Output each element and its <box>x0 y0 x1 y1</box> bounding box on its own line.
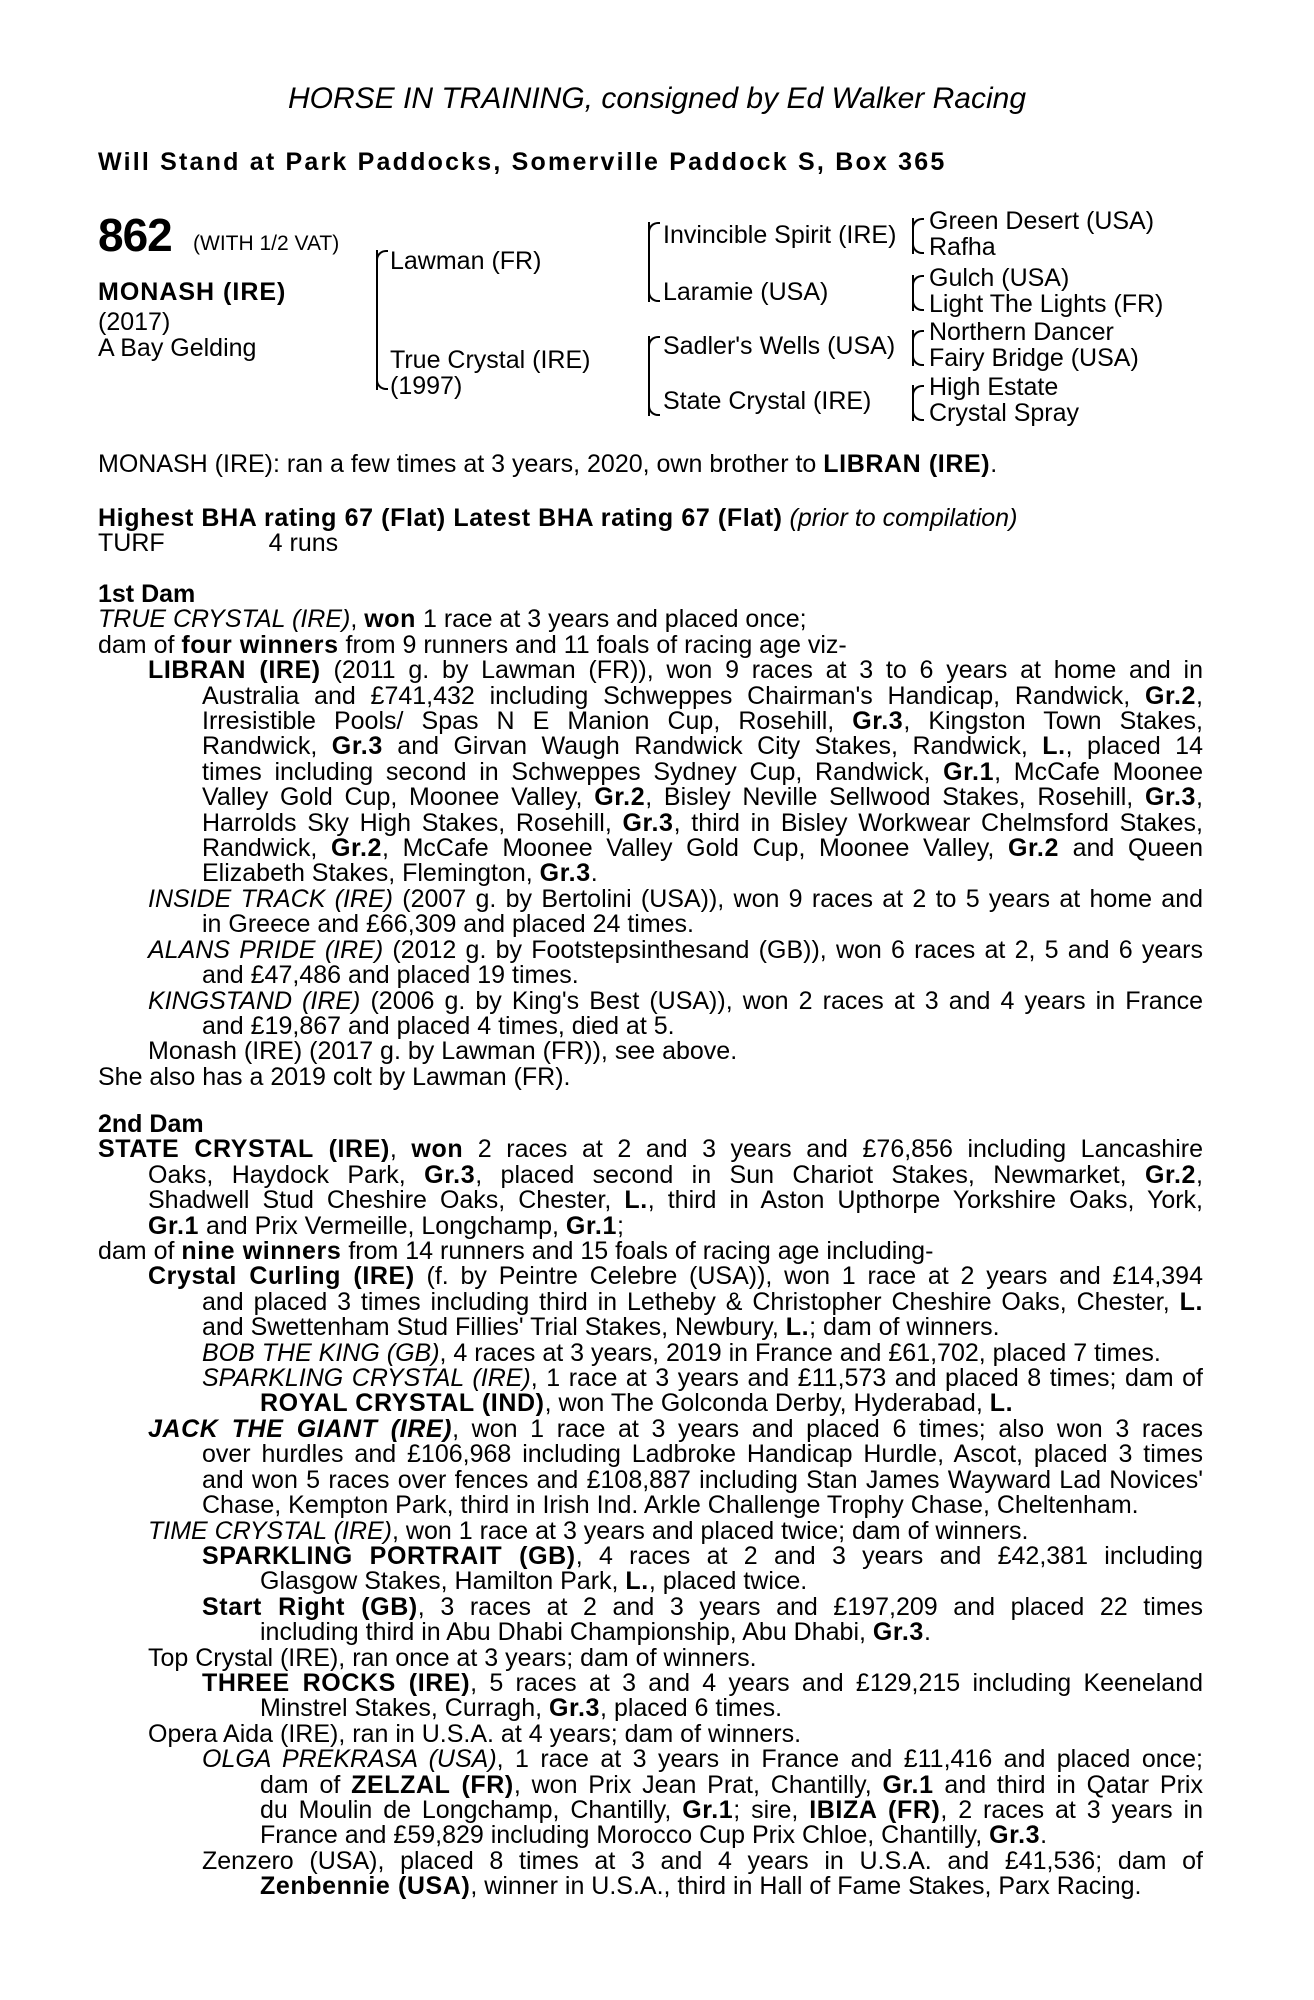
pedigree-brace-g4 <box>912 385 914 421</box>
progeny-opera-aida: Opera Aida (IRE), ran in U.S.A. at 4 years; dam of winners. <box>148 1719 802 1748</box>
pedigree-brace-sire <box>648 222 650 302</box>
summary-line: MONASH (IRE): ran a few times at 3 years, 2020, own brother to LIBRAN (IRE). <box>98 450 998 478</box>
progeny-sparkling-portrait: SPARKLING PORTRAIT (GB), 4 races at 2 and 3 years and £42,381 including <box>202 1541 1203 1570</box>
vat-note: (WITH 1/2 VAT) <box>193 232 340 255</box>
pedigree-brace-g3 <box>912 330 914 366</box>
brother-name: LIBRAN (IRE) <box>823 450 991 478</box>
lot-number: 862 <box>98 209 172 261</box>
pedigree-sire: Lawman (FR) <box>390 247 542 275</box>
surface: TURF <box>98 529 165 558</box>
pedigree-dam-dam: State Crystal (IRE) <box>663 387 872 415</box>
pedigree-g3: Gulch (USA) <box>929 264 1070 292</box>
first-dam-name: TRUE CRYSTAL (IRE) <box>98 605 351 634</box>
progeny-crystal-curling: Crystal Curling (IRE) (f. by Peintre Celebre (USA)), won 1 race at 2 years and £14,394 <box>148 1262 1203 1291</box>
pedigree-g4: Light The Lights (FR) <box>929 290 1164 318</box>
progeny-monash: Monash (IRE) (2017 g. by Lawman (FR)), see above. <box>148 1037 738 1066</box>
first-dam-section: 1st Dam TRUE CRYSTAL (IRE), won 1 race at 3 years and placed once; dam of four winners from 9 runners and 11 foals of racing age viz- LIBRAN (IRE) (2011 g. by Lawman (FR)), won 9 races at 3 to 6 years at home and in Australia and £741,432 including Schweppes Chairman's Handicap, Randwick, Gr.2, Irresistible Pools/ Spas N E Manion Cup, Rosehill, Gr.3, Kingston Town Stakes, Randwick, Gr.3 and Girvan Waugh Randwick City Stakes, Randwick, L., placed 14 times including second in Schweppes Sydney Cup, Randwick, Gr.1, McCafe Moonee Valley Gold Cup, Moonee Valley, Gr.2, Bisley Neville Sellwood Stakes, Rosehill, Gr.3, Harrolds Sky High Stakes, Rosehill, Gr.3, third in Bisley Workwear Chelmsford Stakes, Randwick, Gr.2, McCafe Moonee Valley Gold Cup, Moonee Valley, Gr.2 and Queen Elizabeth Stakes, Flemington, Gr.3. INSIDE TRACK (IRE) (2007 g. by Bertolini (USA)), won 9 races at 2 to 5 years at home and in Greece and £66,309 and placed 24 times. ALANS PRIDE (IRE) (2012 g. by Footstepsinthesand (GB)), won 6 races at 2, 5 and 6 years and £47,486 and placed 19 times. KINGSTAND (IRE) (2006 g. by King's Best (USA)), won 2 races at 3 and 4 years in France and £19,867 and placed 4 times, died at 5. Monash (IRE) (2017 g. by Lawman (FR)), see above. She also has a 2019 colt by Lawman (FR). <box>98 580 1204 1091</box>
progeny-inside-track: INSIDE TRACK (IRE) (2007 g. by Bertolini (USA)), won 9 races at 2 to 5 years at home and <box>148 884 1204 913</box>
progeny-kingstand: KINGSTAND (IRE) (2006 g. by King's Best (USA)), won 2 races at 3 and 4 years in France <box>148 986 1203 1015</box>
progeny-zenzero: Zenzero (USA), placed 8 times at 3 and 4 years in U.S.A. and £41,536; dam of <box>202 1846 1203 1875</box>
rating-note: (prior to compilation) <box>789 504 1018 532</box>
progeny-royal-crystal: ROYAL CRYSTAL (IND), won The Golconda Derby, Hyderabad, L. <box>260 1389 1014 1418</box>
first-dam-heading: 1st Dam <box>98 580 196 608</box>
horse-description: A Bay Gelding <box>98 334 257 362</box>
progeny-three-rocks: THREE ROCKS (IRE), 5 races at 3 and 4 years and £129,215 including Keeneland <box>202 1668 1204 1697</box>
pedigree-g7: High Estate <box>929 373 1059 401</box>
pedigree-g5: Northern Dancer <box>929 318 1114 346</box>
progeny-sparkling-crystal: SPARKLING CRYSTAL (IRE), 1 race at 3 years and £11,573 and placed 8 times; dam of <box>202 1364 1203 1393</box>
progeny-top-crystal: Top Crystal (IRE), ran once at 3 years; dam of winners. <box>148 1643 757 1672</box>
progeny-zenbennie: Zenbennie (USA), winner in U.S.A., third in Hall of Fame Stakes, Parx Racing. <box>260 1872 1142 1901</box>
pedigree-brace-dam <box>648 336 650 416</box>
pedigree-brace-g1 <box>912 218 914 254</box>
horse-name: MONASH (IRE) <box>98 278 287 306</box>
catalogue-header: HORSE IN TRAINING, consigned by Ed Walker Racing <box>287 82 1027 115</box>
horse-year: (2017) <box>98 308 171 336</box>
pedigree-brace-g2 <box>912 275 914 311</box>
progeny-time-crystal: TIME CRYSTAL (IRE), won 1 race at 3 years and placed twice; dam of winners. <box>148 1516 1029 1545</box>
second-dam-section: 2nd Dam STATE CRYSTAL (IRE), won 2 races at 2 and 3 years and £76,856 including Lancashire Oaks, Haydock Park, Gr.3, placed second in Sun Chariot Stakes, Newmarket, Gr.2, Shadwell Stud Cheshire Oaks, Chester, L., third in Aston Upthorpe Yorkshire Oaks, York, Gr.1 and Prix Vermeille, Longchamp, Gr.1; dam of nine winners from 14 runners and 15 foals of racing age including- Crystal Curling (IRE) (f. by Peintre Celebre (USA)), won 1 race at 2 years and £14,394 and placed 3 times including third in Letheby & Christopher Cheshire Oaks, Chester, L. and Swettenham Stud Fillies' Trial Stakes, Newbury, L.; dam of winners. BOB THE KING (GB), 4 races at 3 years, 2019 in France and £61,702, placed 7 times. SPARKLING CRYSTAL (IRE), 1 race at 3 years and £11,573 and placed 8 times; dam of ROYAL CRYSTAL (IND), won The Golconda Derby, Hyderabad, L. JACK THE GIANT (IRE), won 1 race at 3 years and placed 6 times; also won 3 races over hurdles and £106,968 including Ladbroke Handicap Hurdle, Ascot, placed 3 times and won 5 races over fences and £108,887 including Stan James Wayward Lad Novices' Chase, Kempton Park, third in Irish Ind. Arkle Challenge Trophy Chase, Cheltenham. TIME CRYSTAL (IRE), won 1 race at 3 years and placed twice; dam of winners. SPARKLING PORTRAIT (GB), 4 races at 2 and 3 years and £42,381 including Glasgow Stakes, Hamilton Park, L., placed twice. Start Right (GB), 3 races at 2 and 3 years and £197,209 and placed 22 times including third in Abu Dhabi Championship, Abu Dhabi, Gr.3. Top Crystal (IRE), ran once at 3 years; dam of winners. THREE ROCKS (IRE), 5 races at 3 and 4 years and £129,215 including Keeneland Minstrel Stakes, Curragh, Gr.3, placed 6 times. Opera Aida (IRE), ran in U.S.A. at 4 years; dam of winners. OLGA PREKRASA (USA), 1 race at 3 years in France and £11,416 and placed once; dam of ZELZAL (FR), won Prix Jean Prat, Chantilly, Gr.1 and third in Qatar Prix du Moulin de Longchamp, Chantilly, Gr.1; sire, IBIZA (FR), 2 races at 3 years in France and £59,829 including Morocco Cup Prix Chloe, Chantilly, Gr.3. Zenzero (USA), placed 8 times at 3 and 4 years in U.S.A. and £41,536; dam of Zenbennie (USA), winner in U.S.A., third in Hall of Fame Stakes, Parx Racing. <box>98 1110 1204 1901</box>
pedigree-sire-sire: Invincible Spirit (IRE) <box>663 221 897 249</box>
bha-rating: Highest BHA rating 67 (Flat) Latest BHA rating 67 (Flat) <box>98 504 783 532</box>
pedigree-g1: Green Desert (USA) <box>929 207 1155 235</box>
runs: 4 runs <box>268 529 339 558</box>
pedigree-dam-year: (1997) <box>390 372 463 400</box>
progeny-libran: LIBRAN (IRE) (2011 g. by Lawman (FR)), won 9 races at 3 to 6 years at home and in <box>148 656 1203 685</box>
pedigree-sire-dam: Laramie (USA) <box>663 278 829 306</box>
colt-note: She also has a 2019 colt by Lawman (FR). <box>98 1062 571 1091</box>
pedigree-g2: Rafha <box>929 233 996 261</box>
stand-location: Will Stand at Park Paddocks, Somerville Paddock S, Box 365 <box>98 148 947 176</box>
progeny-alans-pride: ALANS PRIDE (IRE) (2012 g. by Footstepsinthesand (GB)), won 6 races at 2, 5 and 6 years <box>148 935 1203 964</box>
pedigree-dam: True Crystal (IRE) <box>390 346 591 374</box>
pedigree-g8: Crystal Spray <box>929 399 1080 427</box>
second-dam-heading: 2nd Dam <box>98 1110 204 1138</box>
progeny-jack-the-giant: JACK THE GIANT (IRE), won 1 race at 3 years and placed 6 times; also won 3 races <box>148 1414 1204 1443</box>
progeny-bob-the-king: BOB THE KING (GB), 4 races at 3 years, 2019 in France and £61,702, placed 7 times. <box>202 1338 1161 1367</box>
pedigree-g6: Fairy Bridge (USA) <box>929 344 1139 372</box>
pedigree-dam-sire: Sadler's Wells (USA) <box>663 332 896 360</box>
progeny-olga-prekrasa: OLGA PREKRASA (USA), 1 race at 3 years in France and £11,416 and placed once; <box>202 1745 1204 1774</box>
second-dam-name: STATE CRYSTAL (IRE) <box>98 1135 390 1164</box>
progeny-start-right: Start Right (GB), 3 races at 2 and 3 years and £197,209 and placed 22 times <box>202 1592 1203 1621</box>
ratings-block <box>98 506 1203 557</box>
pedigree-brace-gen1 <box>376 250 378 390</box>
